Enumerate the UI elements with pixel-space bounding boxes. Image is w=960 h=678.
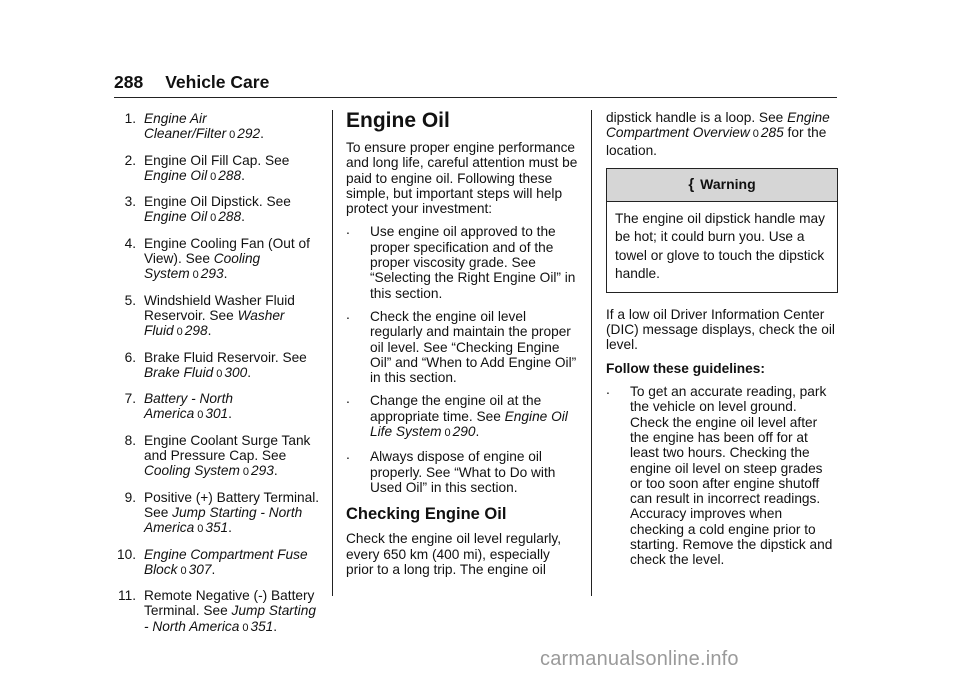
cross-reference-text: Jump Starting - North America — [144, 603, 316, 634]
engine-oil-heading: Engine Oil — [346, 109, 450, 132]
legend-item-text — [144, 547, 308, 577]
engine-compartment-legend — [114, 111, 324, 645]
warning-text: The engine oil dipstick handle may be hot; it could burn you. Use a towel or glove to touch the dipstick handle. — [615, 210, 825, 282]
legend-item-text — [144, 194, 291, 224]
cross-reference-text: 298 — [184, 323, 208, 339]
legend-item-number: 5. — [124, 292, 136, 308]
legend-item-text — [144, 391, 233, 421]
legend-item — [114, 391, 324, 424]
cross-reference-text: 300 — [224, 364, 248, 380]
page-ref-icon: 0 — [210, 170, 217, 183]
text-run: . — [273, 463, 278, 479]
checking-engine-oil-heading: Checking Engine Oil — [346, 505, 507, 524]
legend-item-number: 8. — [124, 432, 136, 448]
text-run: . — [247, 364, 252, 380]
section-title: Vehicle Care — [165, 72, 270, 92]
guideline-bullet — [606, 381, 838, 568]
cross-reference-text: Jump Starting - North America — [144, 504, 303, 536]
page-ref-icon: 0 — [752, 128, 759, 141]
page-ref-icon: 0 — [197, 409, 204, 422]
legend-item-number: 3. — [124, 194, 136, 210]
legend-item-text — [144, 153, 289, 183]
page-ref-icon: 0 — [192, 269, 199, 282]
text-run: Engine Oil Dipstick. See — [144, 194, 291, 210]
legend-item — [114, 433, 324, 481]
legend-item-number: 1. — [124, 111, 136, 126]
legend-item-text — [144, 433, 310, 479]
legend-item — [114, 547, 324, 580]
text-run: Engine Coolant Surge Tank and Pressure Cap. See — [144, 432, 311, 464]
text-run: . — [273, 618, 278, 634]
legend-item — [114, 111, 324, 144]
cross-reference-text: Engine Compartment Fuse Block — [144, 546, 308, 577]
legend-item — [114, 490, 324, 538]
engine-oil-bullet — [346, 221, 578, 301]
cross-reference-text: Engine Oil — [144, 167, 208, 183]
bullet-dot: . — [346, 390, 350, 407]
text-run: Change the engine oil at the appropriate time. See — [370, 393, 542, 424]
page-ref-icon: 0 — [180, 564, 187, 577]
warning-box — [606, 168, 838, 293]
legend-item — [114, 153, 324, 186]
text-run: . — [228, 520, 232, 536]
engine-oil-bullet — [346, 446, 578, 495]
dipstick-continued-text — [606, 110, 838, 158]
text-run: . — [241, 167, 245, 183]
column-divider-right — [591, 110, 592, 596]
text-run: Always dispose of engine oil properly. See “What to Do with Used Oil” in this section. — [370, 449, 556, 495]
legend-item-number: 4. — [124, 235, 136, 251]
bullet-dot: . — [346, 305, 350, 322]
text-run: Remote Negative (-) Battery Terminal. See — [144, 588, 315, 619]
engine-oil-continued-column — [606, 110, 838, 576]
bullet-dot: . — [346, 446, 350, 463]
cross-reference-text: Cooling System — [144, 251, 261, 282]
cross-reference-text: 290 — [452, 424, 476, 440]
page-ref-icon: 0 — [197, 523, 204, 536]
cross-reference-text: 351 — [250, 618, 274, 634]
cross-reference-text: Washer Fluid — [144, 307, 285, 339]
text-run: . — [241, 209, 245, 225]
legend-item — [114, 588, 324, 636]
engine-oil-bullet-list — [346, 221, 578, 495]
bullet-dot: . — [606, 381, 610, 398]
engine-oil-column — [346, 109, 578, 585]
bullet-text — [370, 393, 568, 439]
engine-oil-bullet — [346, 390, 578, 441]
cross-reference-text: 351 — [205, 520, 229, 536]
warning-header — [607, 169, 837, 202]
column-divider-left — [332, 110, 333, 596]
cross-reference-text: 285 — [760, 125, 784, 141]
text-run: Positive (+) Battery Terminal. See — [144, 489, 320, 520]
bullet-text — [370, 449, 555, 495]
text-run: . — [475, 424, 480, 440]
dic-message-text: If a low oil Driver Information Center (DIC) message displays, check the oil level. — [606, 306, 835, 353]
legend-item — [114, 194, 324, 227]
cross-reference-text: 288 — [218, 167, 242, 183]
text-run: . — [207, 323, 212, 339]
page-ref-icon: 0 — [216, 367, 223, 380]
page-ref-icon: 0 — [229, 129, 236, 142]
legend-item-text — [144, 293, 295, 339]
page-ref-icon: 0 — [242, 621, 249, 634]
legend-item-number: 6. — [124, 349, 136, 365]
cross-reference-text: Engine Oil Life System — [370, 408, 568, 440]
legend-item-text — [144, 350, 307, 380]
text-run: . — [223, 266, 228, 282]
cross-reference-text: 293 — [200, 266, 224, 282]
page-ref-icon: 0 — [242, 466, 249, 479]
cross-reference-text: 292 — [237, 126, 261, 142]
legend-item-number: 7. — [124, 391, 136, 407]
warning-title: Warning — [700, 176, 756, 193]
legend-item — [114, 293, 324, 341]
text-run: Engine Oil Fill Cap. See — [144, 152, 290, 168]
text-run: Engine Cooling Fan (Out of View). See — [144, 235, 310, 267]
page-ref-icon: 0 — [176, 326, 183, 339]
warning-icon: { — [688, 176, 695, 194]
legend-item-text — [144, 490, 319, 536]
text-run: dipstick handle is a loop. See — [606, 110, 788, 125]
text-run: . — [260, 126, 264, 142]
cross-reference-text: Engine Compartment Overview — [606, 110, 830, 141]
cross-reference-text: 301 — [205, 406, 229, 422]
legend-item-text — [144, 588, 316, 634]
cross-reference-text: 307 — [188, 561, 212, 577]
page-number: 288 — [114, 72, 144, 92]
legend-item — [114, 350, 324, 383]
cross-reference-text: 293 — [250, 463, 274, 479]
bullet-text — [370, 309, 576, 385]
text-run: Windshield Washer Fluid Reservoir. See — [144, 292, 295, 323]
watermark: carmanualsonline.info — [540, 648, 739, 670]
legend-item-text — [144, 236, 310, 282]
checking-engine-oil-text: Check the engine oil level regularly, every 650 km (400 mi), especially prior to a long trip. The engine oil — [346, 531, 562, 577]
text-run: Check the engine oil level regularly and maintain the proper oil level. See “Checking Engine Oil” and “When to Add Engine Oil” in this section. — [370, 308, 577, 386]
text-run: . — [211, 561, 216, 577]
guidelines-heading: Follow these guidelines: — [606, 360, 765, 376]
text-run: . — [228, 406, 232, 422]
cross-reference-text: Brake Fluid — [144, 364, 214, 380]
legend-item — [114, 236, 324, 284]
text-run: Brake Fluid Reservoir. See — [144, 349, 307, 365]
engine-oil-intro: To ensure proper engine performance and long life, careful attention must be paid to engine oil. Following these simple, but important steps will help protect your investment: — [346, 140, 578, 217]
legend-item-text — [144, 111, 264, 141]
cross-reference-text: Engine Oil — [144, 209, 208, 225]
cross-reference-text: 288 — [218, 209, 242, 225]
text-run: Use engine oil approved to the proper specification and of the proper viscosity grade. See “Selecting the Right Engine Oil” in this section. — [370, 224, 576, 301]
guideline-bullet-text: To get an accurate reading, park the vehicle on level ground. Check the engine oil level after the engine has been off for at least two hours. Checking the engine oil level on steep grades or too soon after engine shutoff can result in incorrect readings. Accuracy improves when checking a cold engine prior to starting. Remove the dipstick and check the level. — [630, 384, 833, 568]
page-header — [114, 72, 269, 93]
legend-item-number: 9. — [124, 489, 136, 505]
engine-oil-bullet — [346, 305, 578, 386]
page-ref-icon: 0 — [210, 212, 217, 225]
bullet-dot: . — [346, 221, 350, 238]
legend-item-number: 10. — [116, 546, 136, 562]
bullet-text — [370, 224, 575, 300]
cross-reference-text: Engine Air Cleaner/Filter — [144, 111, 227, 142]
header-rule — [114, 97, 837, 98]
legend-item-number: 2. — [124, 152, 136, 168]
cross-reference-text: Battery - North America — [144, 391, 233, 422]
page-ref-icon: 0 — [444, 427, 451, 440]
cross-reference-text: Cooling System — [144, 463, 240, 479]
legend-item-number: 11. — [117, 588, 136, 604]
text-run: for the location. — [606, 125, 827, 158]
